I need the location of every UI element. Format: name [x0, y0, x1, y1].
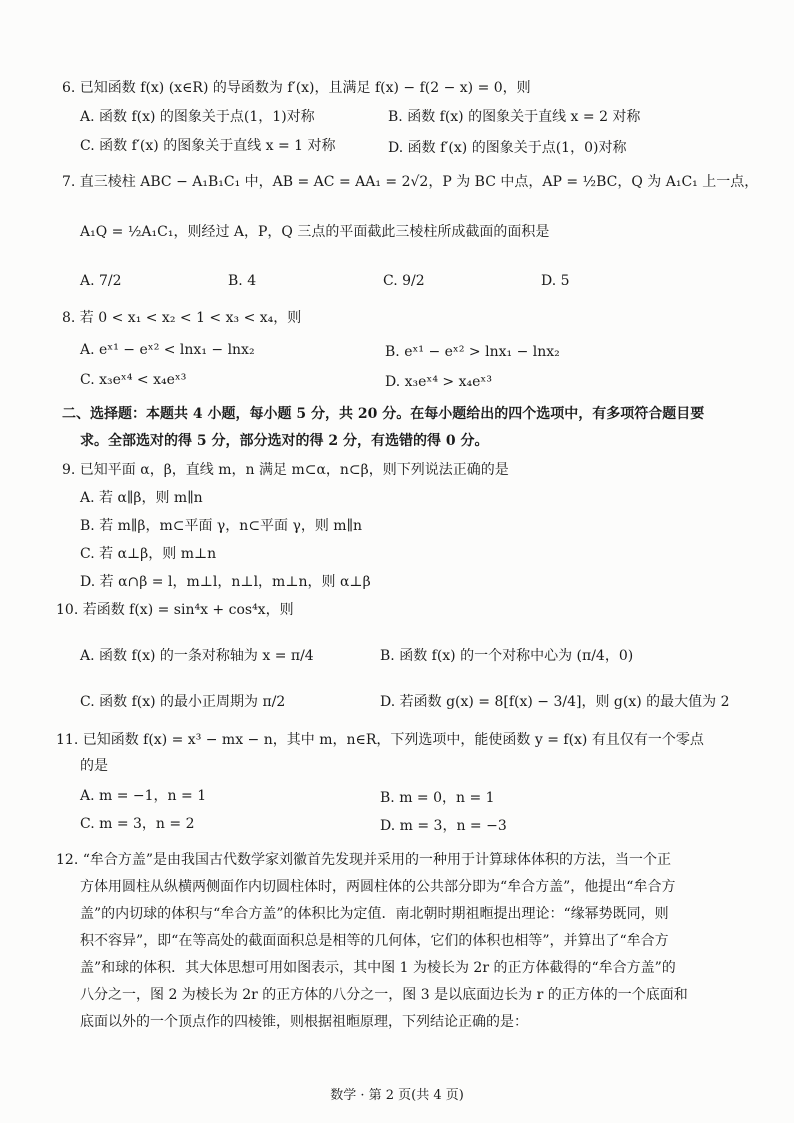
q9-option-b: B. 若 m∥β，m⊂平面 γ，n⊂平面 γ，则 m∥n — [80, 518, 363, 534]
q9-stem: 9. 已知平面 α，β，直线 m，n 满足 m⊂α，n⊂β，则下列说法正确的是 — [62, 462, 509, 478]
q12-paragraph-line4: 积不容异”，即“在等高处的截面面积总是相等的几何体，它们的体积也相等”，并算出了“牟合方 — [80, 933, 669, 949]
q8-stem: 8. 若 0 < x₁ < x₂ < 1 < x₃ < x₄，则 — [62, 310, 302, 326]
q8-option-a: A. eˣ¹ − eˣ² < lnx₁ − lnx₂ — [80, 342, 255, 358]
q12-paragraph-line7: 底面以外的一个顶点作的四棱锥，则根据祖暅原理，下列结论正确的是： — [80, 1014, 528, 1030]
q8-option-b: B. eˣ¹ − eˣ² > lnx₁ − lnx₂ — [385, 344, 560, 360]
q10-option-d: D. 若函数 g(x) = 8[f(x) − 3/4]，则 g(x) 的最大值为 2 — [380, 694, 730, 710]
q6-option-c: C. 函数 f′(x) 的图象关于直线 x = 1 对称 — [80, 138, 336, 154]
q6-stem: 6. 已知函数 f(x) (x∈R) 的导函数为 f′(x)，且满足 f(x) − f(2 − x) = 0，则 — [62, 80, 531, 96]
q10-option-b: B. 函数 f(x) 的一个对称中心为 (π/4，0) — [380, 648, 634, 664]
q7-option-d: D. 5 — [541, 273, 570, 289]
q11-option-d: D. m = 3，n = −3 — [380, 818, 507, 834]
q12-paragraph-line6: 八分之一，图 2 为棱长为 2r 的正方体的八分之一，图 3 是以底面边长为 r 的正方体的一个底面和 — [80, 987, 688, 1003]
q10-stem: 10. 若函数 f(x) = sin⁴x + cos⁴x，则 — [56, 602, 294, 618]
q11-option-c: C. m = 3，n = 2 — [80, 816, 195, 832]
q9-option-a: A. 若 α∥β，则 m∥n — [80, 490, 203, 506]
q12-paragraph-line3: 盖”的内切球的体积与“牟合方盖”的体积比为定值．南北朝时期祖暅提出理论：“缘幂势既同，则 — [80, 906, 669, 922]
section-2-instructions-line1: 二、选择题：本题共 4 小题，每小题 5 分，共 20 分。在每小题给出的四个选项中，有多项符合题目要 — [62, 406, 705, 422]
q9-option-d: D. 若 α∩β = l，m⊥l，n⊥l，m⊥n，则 α⊥β — [80, 574, 371, 590]
q6-option-d: D. 函数 f′(x) 的图象关于点(1，0)对称 — [388, 140, 627, 156]
q11-stem-line1: 11. 已知函数 f(x) = x³ − mx − n，其中 m，n∈R，下列选项中，能使函数 y = f(x) 有且仅有一个零点 — [56, 732, 704, 748]
page-footer: 数学 · 第 2 页(共 4 页) — [330, 1088, 464, 1103]
q9-option-c: C. 若 α⊥β，则 m⊥n — [80, 546, 217, 562]
q12-paragraph-line2: 方体用圆柱从纵横两侧面作内切圆柱体时，两圆柱体的公共部分即为“牟合方盖”，他提出“牟合方 — [80, 879, 676, 895]
q12-paragraph-line1: 12. “牟合方盖”是由我国古代数学家刘徽首先发现并采用的一种用于计算球体体积的方法，当一个正 — [56, 852, 672, 868]
q7-option-c: C. 9/2 — [383, 273, 425, 289]
q10-option-a: A. 函数 f(x) 的一条对称轴为 x = π/4 — [80, 648, 314, 664]
q11-stem-line2: 的是 — [80, 758, 108, 774]
q7-stem-line1: 7. 直三棱柱 ABC − A₁B₁C₁ 中，AB = AC = AA₁ = 2√2，P 为 BC 中点，AP = ½BC，Q 为 A₁C₁ 上一点， — [62, 174, 759, 190]
q7-option-b: B. 4 — [228, 273, 257, 289]
section-2-instructions-line2: 求。全部选对的得 5 分，部分选对的得 2 分，有选错的得 0 分。 — [80, 433, 489, 449]
q11-option-a: A. m = −1，n = 1 — [80, 788, 207, 804]
q8-option-c: C. x₃eˣ⁴ < x₄eˣ³ — [80, 372, 187, 388]
q6-option-b: B. 函数 f(x) 的图象关于直线 x = 2 对称 — [388, 109, 641, 125]
q12-paragraph-line5: 盖”和球的体积．其大体思想可用如图表示，其中图 1 为棱长为 2r 的正方体截得的“牟合方盖”的 — [80, 960, 676, 976]
q7-option-a: A. 7/2 — [80, 273, 122, 289]
q11-option-b: B. m = 0，n = 1 — [380, 790, 495, 806]
q10-option-c: C. 函数 f(x) 的最小正周期为 π/2 — [80, 694, 286, 710]
q8-option-d: D. x₃eˣ⁴ > x₄eˣ³ — [385, 374, 492, 390]
q6-option-a: A. 函数 f(x) 的图象关于点(1，1)对称 — [80, 109, 315, 125]
q7-stem-line2: A₁Q = ½A₁C₁，则经过 A，P，Q 三点的平面截此三棱柱所成截面的面积是 — [80, 224, 550, 240]
